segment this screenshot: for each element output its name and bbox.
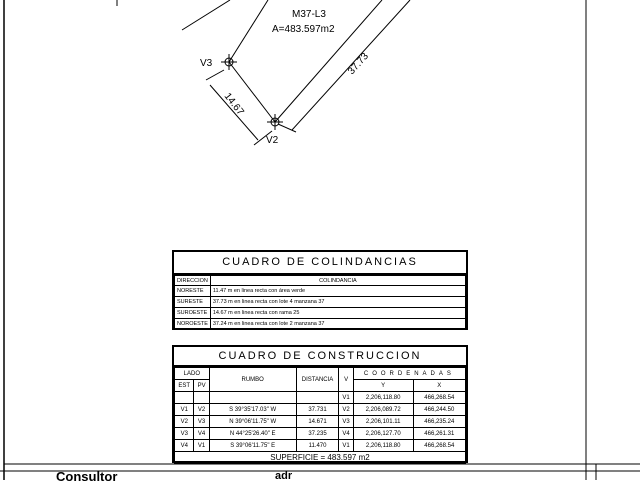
row-direction: SUROESTE — [175, 308, 211, 319]
header-lado: LADO — [175, 368, 210, 380]
row-x: 466,268.54 — [413, 392, 465, 404]
row-vertex: V3 — [339, 416, 353, 428]
vertex-label-v2: V2 — [266, 135, 279, 146]
header-v: V — [339, 368, 353, 392]
row-est: V3 — [175, 428, 194, 440]
header-coordenadas: COORDENADAS — [353, 368, 465, 380]
row-distance: 11.470 — [296, 440, 339, 452]
row-vertex: V1 — [339, 392, 353, 404]
header-y: Y — [353, 380, 413, 392]
vertex-label-v3: V3 — [200, 58, 213, 69]
table-row — [175, 308, 466, 319]
row-rumbo: S 39°06'11.75" E — [209, 440, 296, 452]
vertex-marker-v2 — [267, 114, 283, 130]
row-vertex: V2 — [339, 404, 353, 416]
construccion-title: CUADRO DE CONSTRUCCION — [174, 347, 466, 367]
row-x: 466,244.50 — [413, 404, 465, 416]
table-row — [175, 416, 466, 428]
header-est: EST — [175, 380, 194, 392]
row-est: V4 — [175, 440, 194, 452]
row-x: 466,235.24 — [413, 416, 465, 428]
table-row — [175, 428, 466, 440]
row-description: 37.24 m en linea recta con lote 2 manzana 37 — [210, 319, 465, 330]
row-distance: 37.731 — [296, 404, 339, 416]
area-label: A=483.597m2 — [272, 24, 335, 35]
row-description: 37.73 m en linea recta con lote 4 manzana 37 — [210, 297, 465, 308]
row-est: V1 — [175, 404, 194, 416]
row-rumbo: N 39°06'11.75" W — [209, 416, 296, 428]
lot-label: M37-L3 — [292, 9, 326, 20]
row-x: 466,268.54 — [413, 440, 465, 452]
table-row — [175, 319, 466, 330]
row-direction: NORESTE — [175, 286, 211, 297]
table-row — [175, 404, 466, 416]
row-x: 466,261.31 — [413, 428, 465, 440]
row-pv: V2 — [194, 404, 209, 416]
row-distance: 14.671 — [296, 416, 339, 428]
dimension-long-label: 37.73 — [346, 51, 371, 78]
footer-logo-text: adr — [275, 470, 293, 482]
table-row — [175, 297, 466, 308]
row-est: V2 — [175, 416, 194, 428]
row-y: 2,206,127.70 — [353, 428, 413, 440]
row-description: 14.67 m en linea recta con rama 25 — [210, 308, 465, 319]
table-row — [175, 440, 466, 452]
col-header-direccion: DIRECCION — [175, 276, 211, 286]
row-y: 2,206,118.80 — [353, 440, 413, 452]
row-y: 2,206,089.72 — [353, 404, 413, 416]
superficie-total: SUPERFICIE = 483.597 m2 — [175, 452, 466, 464]
row-y: 2,206,101.11 — [353, 416, 413, 428]
header-x: X — [413, 380, 465, 392]
col-header-colindancia: COLINDANCIA — [210, 276, 465, 286]
table-row — [175, 392, 466, 404]
colindancias-title: CUADRO DE COLINDANCIAS — [174, 252, 466, 275]
row-rumbo: N 44°25'26.40" E — [209, 428, 296, 440]
row-pv: V3 — [194, 416, 209, 428]
table-row — [175, 286, 466, 297]
lot-outline — [182, 0, 410, 145]
row-rumbo: S 39°35'17.03" W — [209, 404, 296, 416]
row-distance: 37.235 — [296, 428, 339, 440]
footer-consultor-text: Consultor — [56, 469, 118, 484]
vertex-marker-v3 — [221, 54, 237, 70]
row-pv: V1 — [194, 440, 209, 452]
header-rumbo: RUMBO — [209, 368, 296, 392]
row-pv: V4 — [194, 428, 209, 440]
row-direction: SURESTE — [175, 297, 211, 308]
header-distancia: DISTANCIA — [296, 368, 339, 392]
row-vertex: V1 — [339, 440, 353, 452]
row-description: 11.47 m en linea recta con área verde — [210, 286, 465, 297]
row-vertex: V4 — [339, 428, 353, 440]
construccion-table — [172, 345, 468, 463]
header-pv: PV — [194, 380, 209, 392]
row-direction: NOROESTE — [175, 319, 211, 330]
colindancias-table — [172, 250, 468, 330]
row-y: 2,206,118.80 — [353, 392, 413, 404]
dimension-short-label: 14.67 — [221, 91, 246, 118]
